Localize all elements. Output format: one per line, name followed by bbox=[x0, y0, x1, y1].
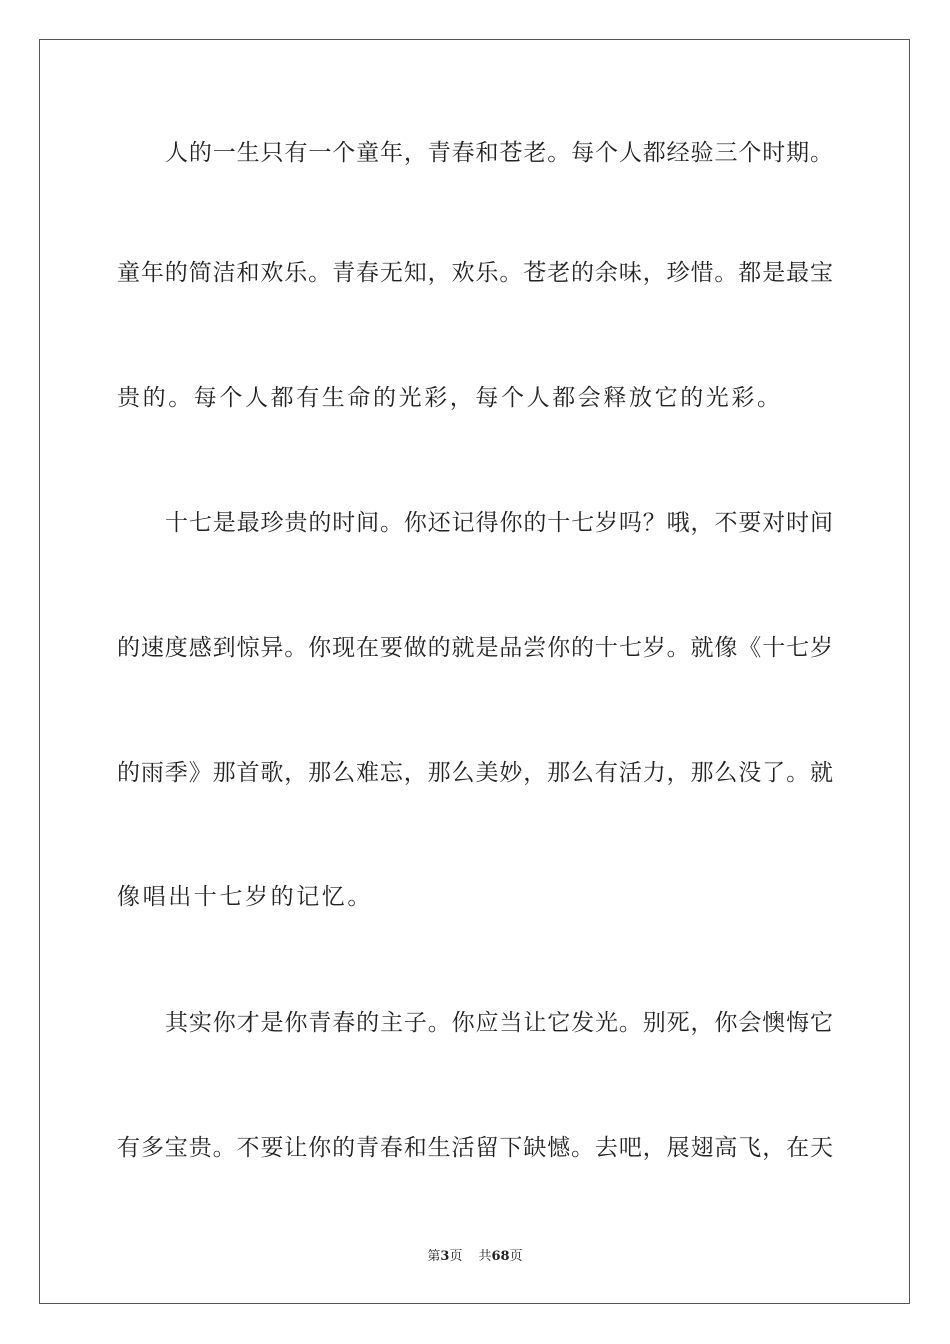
paragraph-1-line-1: 人的一生只有一个童年，青春和苍老。每个人都经验三个时期。 bbox=[165, 140, 833, 166]
paragraph-1-line-2: 童年的简洁和欢乐。青春无知，欢乐。苍老的余味，珍惜。都是最宝 bbox=[117, 260, 833, 286]
paragraph-3-line-2: 有多宝贵。不要让你的青春和生活留下缺憾。去吧，展翅高飞，在天 bbox=[117, 1135, 833, 1161]
page-suffix: 页 bbox=[449, 1249, 463, 1264]
paragraph-2-line-4: 像唱出十七岁的记忆。 bbox=[117, 884, 373, 910]
paragraph-1-line-3: 贵的。每个人都有生命的光彩，每个人都会释放它的光彩。 bbox=[117, 385, 783, 411]
paragraph-2-line-3: 的雨季》那首歌，那么难忘，那么美妙，那么有活力，那么没了。就 bbox=[117, 760, 833, 786]
total-suffix: 页 bbox=[509, 1249, 523, 1264]
page-footer bbox=[0, 1248, 950, 1266]
paragraph-2-line-2: 的速度感到惊异。你现在要做的就是品尝你的十七岁。就像《十七岁 bbox=[117, 635, 833, 661]
paragraph-3-line-1: 其实你才是你青春的主子。你应当让它发光。别死，你会懊悔它 bbox=[165, 1010, 833, 1036]
total-pages: 68 bbox=[491, 1249, 510, 1264]
page-frame bbox=[39, 39, 910, 1304]
page-number: 3 bbox=[440, 1249, 450, 1264]
page-prefix: 第 bbox=[427, 1249, 441, 1264]
total-prefix: 共 bbox=[478, 1249, 492, 1264]
paragraph-2-line-1: 十七是最珍贵的时间。你还记得你的十七岁吗？哦，不要对时间 bbox=[165, 510, 833, 536]
